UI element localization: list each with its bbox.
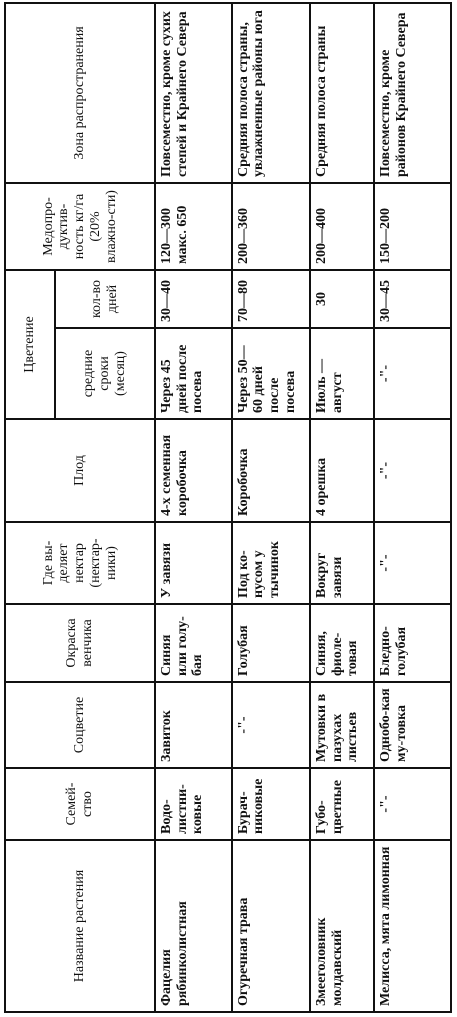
cell-plant: Змееголовник молдавский	[310, 840, 374, 1012]
cell-zone: Повсеместно, кроме сухих степей и Крайнего Севера	[155, 3, 232, 183]
cell-family: -"-	[374, 768, 451, 840]
header-flowering-timing: средние сроки (месяц)	[55, 328, 155, 419]
cell-timing: Через 50—60 дней после посева	[232, 328, 311, 419]
honey-plants-table	[4, 2, 452, 1013]
header-inflorescence: Соцветие	[5, 682, 155, 768]
cell-honey: 200—400	[310, 183, 374, 270]
header-zone: Зона распространения	[5, 3, 155, 183]
cell-corolla: Бледно-голубая	[374, 604, 451, 682]
cell-plant: Мелисса, мята лимонная	[374, 840, 451, 1012]
cell-nectar: -"-	[374, 522, 451, 604]
cell-corolla: Синяя или голу-бая	[155, 604, 232, 682]
cell-nectar: У завязи	[155, 522, 232, 604]
cell-zone: Средняя полоса страны	[310, 3, 374, 183]
table-row	[155, 3, 232, 1012]
cell-zone: Средняя полоса страны, увлажненные районы юга	[232, 3, 311, 183]
cell-timing: -"-	[374, 328, 451, 419]
cell-inflorescence: Однобо-кая му-товка	[374, 682, 451, 768]
cell-zone: Повсеместно, кроме районов Крайнего Севера	[374, 3, 451, 183]
cell-days: 70—80	[232, 270, 311, 328]
cell-corolla: Голубая	[232, 604, 311, 682]
cell-honey: 200—360	[232, 183, 311, 270]
cell-timing: Через 45 дней после посева	[155, 328, 232, 419]
table-row	[310, 3, 374, 1012]
cell-days: 30—45	[374, 270, 451, 328]
header-corolla: Окраска венчика	[5, 604, 155, 682]
cell-inflorescence: Мутовки в пазухах листьев	[310, 682, 374, 768]
cell-nectar: Под ко-нусом у тычинок	[232, 522, 311, 604]
cell-inflorescence: Завиток	[155, 682, 232, 768]
cell-days: 30—40	[155, 270, 232, 328]
cell-family: Губо-цветные	[310, 768, 374, 840]
cell-honey: 150—200	[374, 183, 451, 270]
cell-fruit: 4 орешка	[310, 419, 374, 522]
header-honey: Медопро-дуктив-ность кг/га (20% влажно-сти)	[5, 183, 155, 270]
header-nectar: Где вы-деляет нектар (нектар-ники)	[5, 522, 155, 604]
header-family: Семей-ство	[5, 768, 155, 840]
header-flowering-days: кол-во дней	[55, 270, 155, 328]
header-flowering: Цветение	[5, 270, 55, 419]
header-fruit: Плод	[5, 419, 155, 522]
cell-plant: Фацелия рябинколистная	[155, 840, 232, 1012]
cell-corolla: Синяя, фиоле-товая	[310, 604, 374, 682]
cell-honey: 120—300 макс. 650	[155, 183, 232, 270]
cell-nectar: Вокруг завязи	[310, 522, 374, 604]
cell-fruit: Коробочка	[232, 419, 311, 522]
cell-plant: Огуречная трава	[232, 840, 311, 1012]
table-row	[232, 3, 311, 1012]
cell-fruit: -"-	[374, 419, 451, 522]
header-row-1	[5, 3, 55, 1012]
cell-timing: Июль — август	[310, 328, 374, 419]
cell-family: Бурач-никовые	[232, 768, 311, 840]
cell-inflorescence: -"-	[232, 682, 311, 768]
cell-fruit: 4-х семенная коробочка	[155, 419, 232, 522]
cell-days: 30	[310, 270, 374, 328]
header-plant: Название растения	[5, 840, 155, 1012]
cell-family: Водо-листни-ковые	[155, 768, 232, 840]
table-row	[374, 3, 451, 1012]
